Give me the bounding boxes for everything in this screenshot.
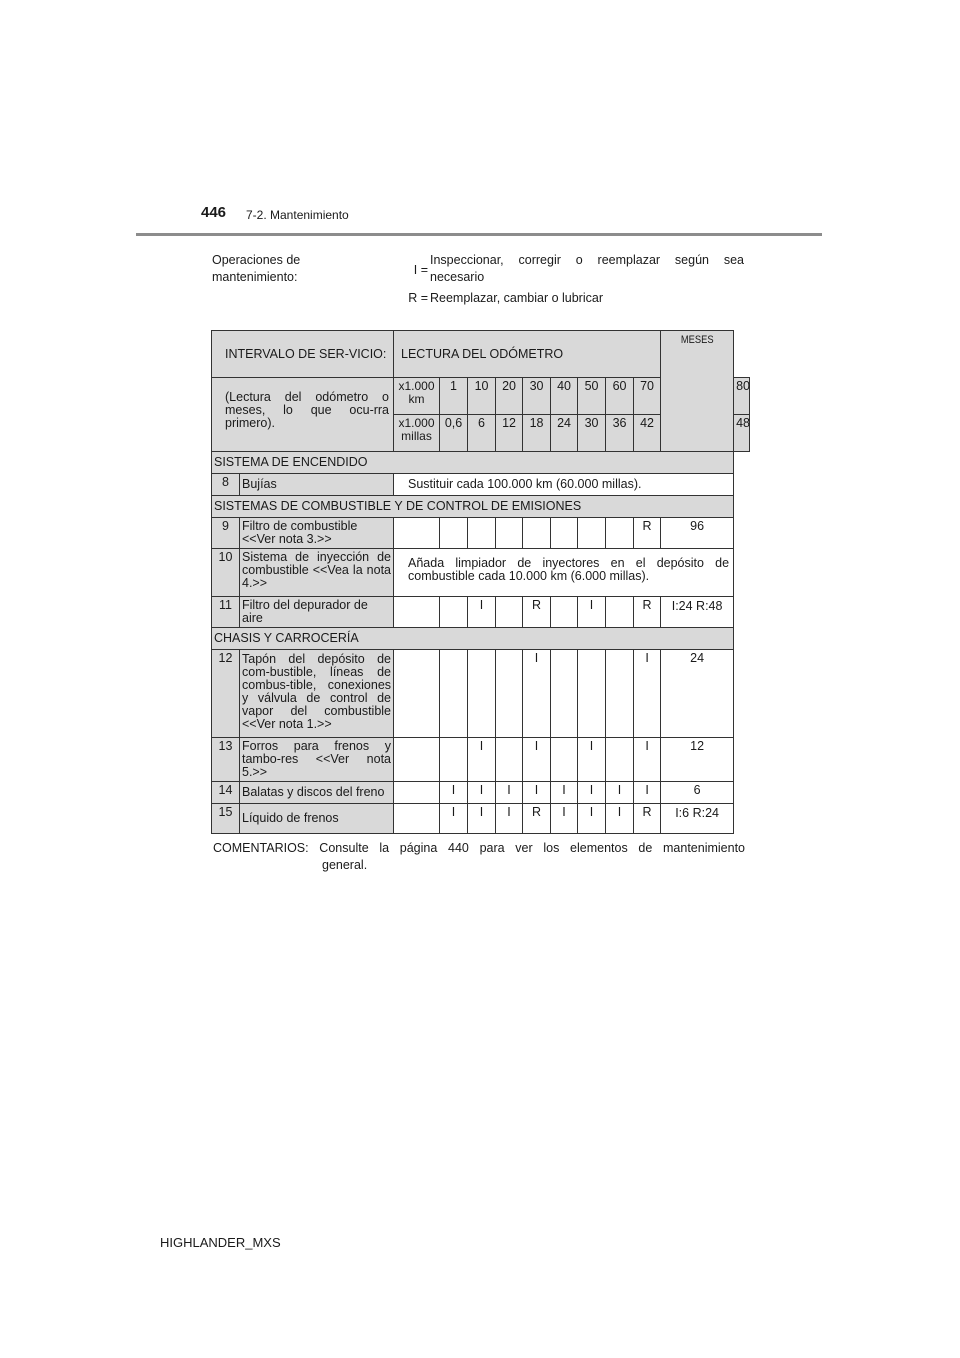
cell [440, 597, 468, 628]
cell: I [606, 782, 634, 804]
cell: I [468, 804, 496, 834]
cell [551, 738, 578, 782]
item-name: Bujías [240, 474, 394, 496]
row-number: 12 [212, 650, 240, 738]
cell [394, 738, 440, 782]
km-value: 80 [734, 378, 750, 415]
row-number: 9 [212, 518, 240, 549]
table-row [212, 804, 750, 834]
item-name: Líquido de frenos [240, 804, 394, 834]
months-value: 24 [661, 650, 734, 738]
cell: I [578, 782, 606, 804]
cell: I [496, 804, 523, 834]
km-unit: x1.000 km [394, 378, 440, 415]
cell: I [468, 782, 496, 804]
header-rule [136, 233, 822, 236]
cell: I [468, 738, 496, 782]
cell [551, 597, 578, 628]
cell: I [523, 650, 551, 738]
cell: R [634, 597, 661, 628]
item-name: Filtro del depurador de aire [240, 597, 394, 628]
row-number: 8 [212, 474, 240, 496]
cell: I [578, 804, 606, 834]
cell [468, 650, 496, 738]
km-value: 60 [606, 378, 634, 415]
cell [606, 650, 634, 738]
cell [440, 738, 468, 782]
cell [578, 518, 606, 549]
miles-value: 30 [578, 415, 606, 452]
km-value: 30 [523, 378, 551, 415]
cell [496, 518, 523, 549]
miles-value: 48 [734, 415, 750, 452]
row-number: 11 [212, 597, 240, 628]
cell: R [634, 804, 661, 834]
km-value: 1 [440, 378, 468, 415]
months-value: 6 [661, 782, 734, 804]
row-number: 15 [212, 804, 240, 834]
months-value: I:6 R:24 [661, 804, 734, 834]
cell: I [468, 597, 496, 628]
miles-value: 12 [496, 415, 523, 452]
odometer-label: LECTURA DEL ODÓMETRO [394, 331, 661, 378]
row-number: 10 [212, 549, 240, 597]
cell: I [551, 804, 578, 834]
row-note: Sustituir cada 100.000 km (60.000 millas). [394, 474, 734, 496]
cell [394, 782, 440, 804]
legend-i-text: Inspeccionar, corregir o reemplazar según sea necesario [430, 253, 744, 284]
cell: I [578, 597, 606, 628]
table-row [212, 474, 750, 496]
km-value: 50 [578, 378, 606, 415]
section-title: 7-2. Mantenimiento [246, 208, 349, 222]
page-number: 446 [201, 204, 227, 221]
cell: I [440, 804, 468, 834]
cell [551, 518, 578, 549]
miles-value: 36 [606, 415, 634, 452]
cell: I [634, 650, 661, 738]
cell [440, 518, 468, 549]
cell [394, 597, 440, 628]
row-number: 14 [212, 782, 240, 804]
item-name: Forros para frenos y tambo-res <<Ver nota 5.>> [240, 738, 394, 782]
section-chassis: CHASIS Y CARROCERÍA [212, 628, 734, 650]
km-value: 40 [551, 378, 578, 415]
miles-value: 0,6 [440, 415, 468, 452]
cell [394, 518, 440, 549]
row-note: Añada limpiador de inyectores en el depósito de combustible cada 10.000 km (6.000 millas). [394, 549, 734, 597]
cell: I [634, 782, 661, 804]
interval-note: (Lectura del odómetro o meses, lo que ocu-rra primero). [212, 378, 394, 452]
maintenance-schedule-table [211, 330, 750, 834]
cell [551, 650, 578, 738]
months-label: MESES [661, 331, 734, 452]
miles-value: 24 [551, 415, 578, 452]
interval-label: INTERVALO DE SER-VICIO: [212, 331, 394, 378]
miles-value: 42 [634, 415, 661, 452]
table-row [212, 549, 750, 597]
cell: I [634, 738, 661, 782]
months-value: 96 [661, 518, 734, 549]
item-name: Balatas y discos del freno [240, 782, 394, 804]
table-row [212, 738, 750, 782]
cell [496, 738, 523, 782]
legend-i-key: I = [413, 263, 428, 277]
cell [606, 518, 634, 549]
cell: I [578, 738, 606, 782]
cell: I [551, 782, 578, 804]
item-name: Sistema de inyección de combustible <<Vea la nota 4.>> [240, 549, 394, 597]
cell: I [523, 738, 551, 782]
table-row [212, 650, 750, 738]
km-value: 10 [468, 378, 496, 415]
comments [213, 840, 745, 874]
section-fuel: SISTEMAS DE COMBUSTIBLE Y DE CONTROL DE EMISIONES [212, 496, 734, 518]
months-value: I:24 R:48 [661, 597, 734, 628]
cell: R [523, 804, 551, 834]
section-ignition: SISTEMA DE ENCENDIDO [212, 452, 734, 474]
item-name: Tapón del depósito de com-bustible, líneas de combus-tible, conexiones y válvula de control de vapor del combustible <<Ver nota 1.>> [240, 650, 394, 738]
cell: R [523, 597, 551, 628]
cell [496, 597, 523, 628]
months-value: 12 [661, 738, 734, 782]
comments-line-2: general. [322, 858, 368, 872]
table-row [212, 597, 750, 628]
km-value: 20 [496, 378, 523, 415]
section-row [212, 452, 750, 474]
cell [606, 597, 634, 628]
cell [606, 738, 634, 782]
item-name: Filtro de combustible <<Ver nota 3.>> [240, 518, 394, 549]
cell: R [634, 518, 661, 549]
section-row [212, 496, 750, 518]
cell: I [606, 804, 634, 834]
section-row [212, 628, 750, 650]
cell: I [496, 782, 523, 804]
cell: I [440, 782, 468, 804]
legend-r-key: R = [408, 291, 428, 305]
cell [523, 518, 551, 549]
table-row [212, 518, 750, 549]
cell [468, 518, 496, 549]
cell [394, 650, 440, 738]
cell [440, 650, 468, 738]
cell: I [523, 782, 551, 804]
cell [394, 804, 440, 834]
miles-value: 18 [523, 415, 551, 452]
table-row [212, 782, 750, 804]
table-header-row-1 [212, 331, 750, 378]
legend-r-text: Reemplazar, cambiar o lubricar [430, 291, 603, 305]
legend-label: Operaciones de mantenimiento: [212, 253, 301, 284]
footer-model-code: HIGHLANDER_MXS [160, 1235, 281, 1250]
row-number: 13 [212, 738, 240, 782]
miles-value: 6 [468, 415, 496, 452]
comments-line-1: COMENTARIOS: Consulte la página 440 para ver los elementos de mantenimiento [213, 841, 745, 855]
cell [578, 650, 606, 738]
km-value: 70 [634, 378, 661, 415]
cell [496, 650, 523, 738]
miles-unit: x1.000 millas [394, 415, 440, 452]
